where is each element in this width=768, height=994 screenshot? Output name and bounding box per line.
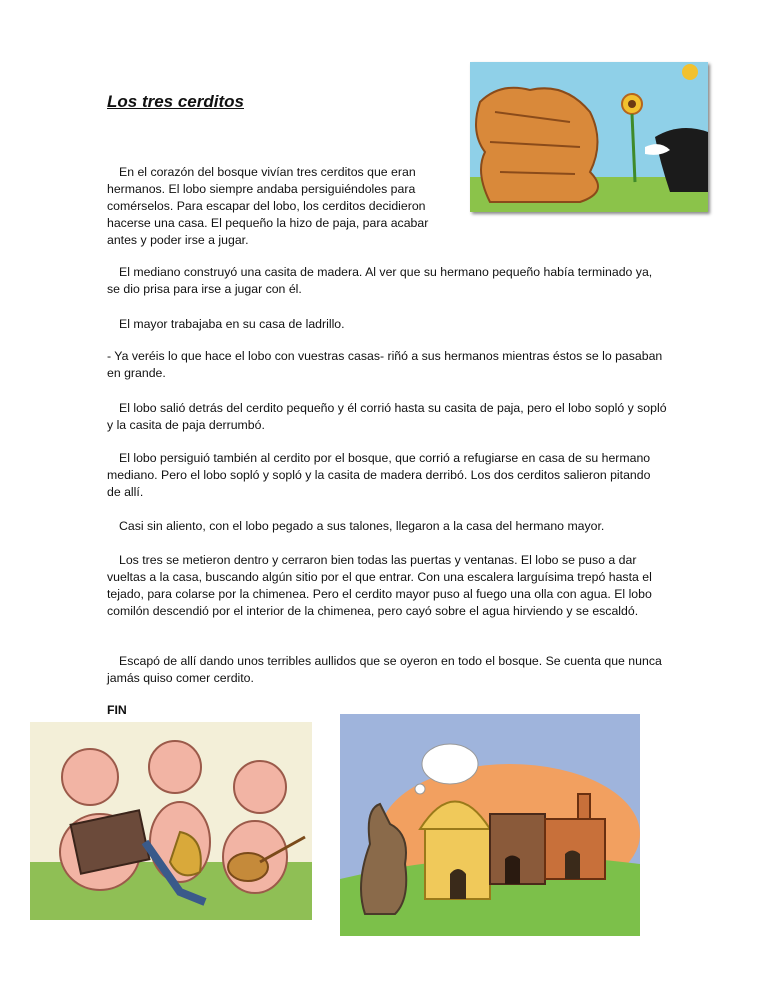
paragraph-1: En el corazón del bosque vivían tres cerditos que eran hermanos. El lobo siempre andaba persiguiéndoles para comérselos. Para escapar del lobo, los cerditos decidieron hacerse una casa. El pequeño la hizo de paja, para acabar antes y poder irse a jugar.	[107, 165, 429, 247]
paragraph-7: Casi sin aliento, con el lobo pegado a sus talones, llegaron a la casa del hermano mayor.	[119, 519, 605, 533]
end-marker: FIN	[107, 703, 127, 717]
paragraph-4: - Ya veréis lo que hace el lobo con vuestras casas- riñó a sus hermanos mientras éstos se lo pasaban en grande.	[107, 349, 663, 380]
pigs-music-illustration	[30, 722, 312, 920]
paragraph-9: Escapó de allí dando unos terribles aullidos que se oyeron en todo el bosque. Se cuenta que nunca jamás quiso comer cerdito.	[107, 654, 662, 685]
page-title: Los tres cerditos	[107, 92, 244, 111]
paragraph-6: El lobo persiguió también al cerdito por el bosque, que corrió a refugiarse en casa de su hermano mediano. Pero el lobo sopló y sopló y la casita de madera derribó. Los dos cerditos salieron pitando de allí.	[107, 451, 651, 499]
straw-house-illustration	[470, 62, 708, 212]
paragraph-5: El lobo salió detrás del cerdito pequeño y él corrió hasta su casita de paja, pero el lobo sopló y sopló y la casita de paja derrumbó.	[107, 401, 667, 432]
paragraph-3: El mayor trabajaba en su casa de ladrillo.	[119, 317, 345, 331]
paragraph-8: Los tres se metieron dentro y cerraron bien todas las puertas y ventanas. El lobo se puso a dar vueltas a la casa, buscando algún sitio por el que entrar. Con una escalera larguísima trepó hasta el tejado, para colarse por la chimenea. Pero el cerdito mayor puso al fuego una olla con agua. El lobo comilón descendió por el interior de la chimenea, pero cayó sobre el agua hirviendo y se escaldó.	[107, 553, 652, 618]
paragraph-2: El mediano construyó una casita de madera. Al ver que su hermano pequeño había terminado ya, se dio prisa para irse a jugar con él.	[107, 265, 653, 296]
wolf-houses-illustration	[340, 714, 640, 936]
